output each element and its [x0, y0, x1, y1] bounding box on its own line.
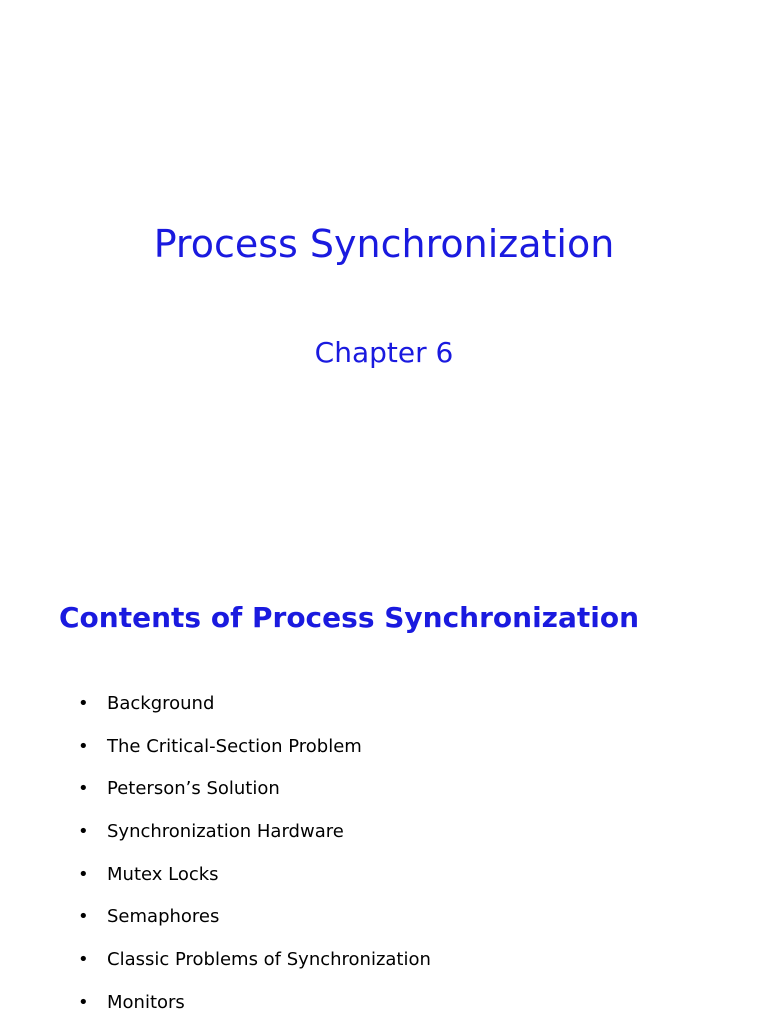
bullet-icon: •: [78, 949, 89, 971]
list-item-label: Monitors: [107, 991, 185, 1013]
list-item-label: Semaphores: [107, 906, 220, 928]
bullet-icon: •: [78, 991, 89, 1013]
list-item-label: Classic Problems of Synchronization: [107, 949, 431, 971]
list-item-label: Background: [107, 693, 215, 714]
slide-title: Process Synchronization: [153, 222, 615, 266]
bullet-icon: •: [78, 693, 89, 714]
bullet-icon: •: [78, 778, 89, 800]
list-item-label: Peterson’s Solution: [107, 778, 280, 800]
contents-heading: Contents of Process Synchronization: [59, 601, 640, 634]
list-item-label: Mutex Locks: [107, 863, 219, 885]
slide-subtitle: Chapter 6: [314, 336, 454, 369]
list-item-label: Synchronization Hardware: [107, 821, 344, 843]
bullet-icon: •: [78, 863, 89, 885]
list-item-label: The Critical-Section Problem: [107, 735, 362, 757]
bullet-icon: •: [78, 735, 89, 757]
bullet-icon: •: [78, 906, 89, 928]
bullet-icon: •: [78, 821, 89, 843]
